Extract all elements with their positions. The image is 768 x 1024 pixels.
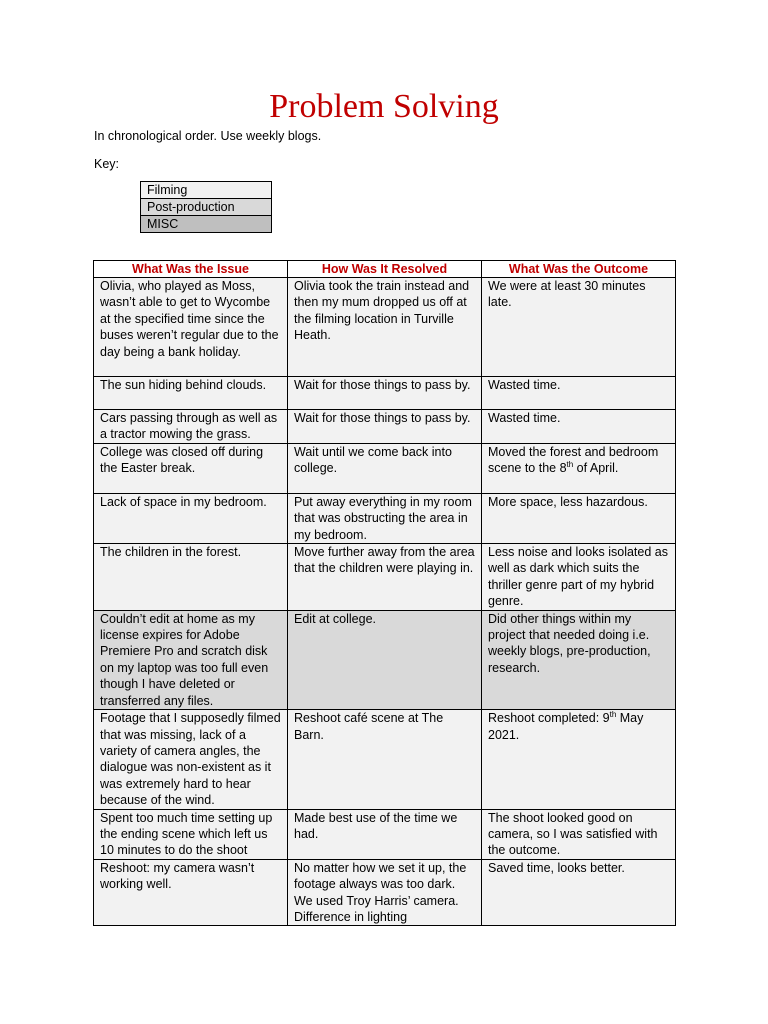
table-row xyxy=(94,377,676,410)
table-header-row xyxy=(94,261,676,278)
outcome-cell: Did other things within my project that needed doing i.e. weekly blogs, pre-production, research. xyxy=(482,610,676,709)
ordinal-suffix: th xyxy=(609,709,617,719)
outcome-cell xyxy=(482,443,676,493)
table-row xyxy=(94,710,676,809)
resolved-cell: Reshoot café scene at The Barn. xyxy=(288,710,482,809)
outcome-cell: Saved time, looks better. xyxy=(482,859,676,926)
resolved-cell: Edit at college. xyxy=(288,610,482,709)
outcome-cell xyxy=(482,710,676,809)
issue-cell: Olivia, who played as Moss, wasn’t able to get to Wycombe at the specified time since the buses weren’t regular due to the day being a bank holiday. xyxy=(94,278,288,377)
issue-cell: Cars passing through as well as a tractor mowing the grass. xyxy=(94,410,288,444)
page-title: Problem Solving xyxy=(269,88,499,125)
header-outcome: What Was the Outcome xyxy=(482,261,676,278)
outcome-text: of April. xyxy=(573,461,619,476)
table-row xyxy=(94,809,676,859)
outcome-cell: We were at least 30 minutes late. xyxy=(482,278,676,377)
resolved-cell: Move further away from the area that the children were playing in. xyxy=(288,544,482,611)
table-row xyxy=(94,278,676,377)
key-item-post-production: Post-production xyxy=(141,199,272,216)
outcome-cell: Wasted time. xyxy=(482,377,676,410)
issue-cell: The sun hiding behind clouds. xyxy=(94,377,288,410)
outcome-cell: Wasted time. xyxy=(482,410,676,444)
table-row xyxy=(94,544,676,611)
header-issue: What Was the Issue xyxy=(94,261,288,278)
key-item-misc: MISC xyxy=(141,216,272,233)
resolved-cell: Wait for those things to pass by. xyxy=(288,377,482,410)
issue-cell: College was closed off during the Easter break. xyxy=(94,443,288,493)
intro-text: In chronological order. Use weekly blogs. xyxy=(94,129,322,143)
issue-cell: Lack of space in my bedroom. xyxy=(94,493,288,543)
issue-cell: Couldn’t edit at home as my license expires for Adobe Premiere Pro and scratch disk on my laptop was too full even though I have deleted or transferred any files. xyxy=(94,610,288,709)
outcome-cell: More space, less hazardous. xyxy=(482,493,676,543)
table-row xyxy=(94,410,676,444)
ordinal-suffix: th xyxy=(566,460,574,470)
table-row xyxy=(94,859,676,926)
table-row xyxy=(94,610,676,709)
key-legend xyxy=(140,181,272,233)
resolved-cell: Put away everything in my room that was obstructing the area in my bedroom. xyxy=(288,493,482,543)
resolved-cell: Made best use of the time we had. xyxy=(288,809,482,859)
outcome-cell: The shoot looked good on camera, so I was satisfied with the outcome. xyxy=(482,809,676,859)
table-row xyxy=(94,493,676,543)
outcome-text: Moved the forest and bedroom scene to the 8 xyxy=(488,444,659,476)
resolved-cell: Wait for those things to pass by. xyxy=(288,410,482,444)
outcome-cell: Less noise and looks isolated as well as dark which suits the thriller genre part of my hybrid genre. xyxy=(482,544,676,611)
issue-cell: Reshoot: my camera wasn’t working well. xyxy=(94,859,288,926)
issue-cell: The children in the forest. xyxy=(94,544,288,611)
outcome-text: Reshoot completed: 9 xyxy=(488,711,610,726)
resolved-cell: Wait until we come back into college. xyxy=(288,443,482,493)
resolved-cell: No matter how we set it up, the footage always was too dark. We used Troy Harris’ camera. Difference in lighting xyxy=(288,859,482,926)
table-row xyxy=(94,443,676,493)
problem-table xyxy=(93,260,676,926)
issue-cell: Spent too much time setting up the ending scene which left us 10 minutes to do the shoot xyxy=(94,809,288,859)
outcome-text: May 2021. xyxy=(488,711,644,742)
resolved-cell: Olivia took the train instead and then my mum dropped us off at the filming location in Turville Heath. xyxy=(288,278,482,377)
key-label: Key: xyxy=(94,157,120,171)
header-resolved: How Was It Resolved xyxy=(288,261,482,278)
issue-cell: Footage that I supposedly filmed that was missing, lack of a variety of camera angles, the dialogue was non-existent as it was extremely hard to hear because of the wind. xyxy=(94,710,288,809)
key-item-filming: Filming xyxy=(141,182,272,199)
